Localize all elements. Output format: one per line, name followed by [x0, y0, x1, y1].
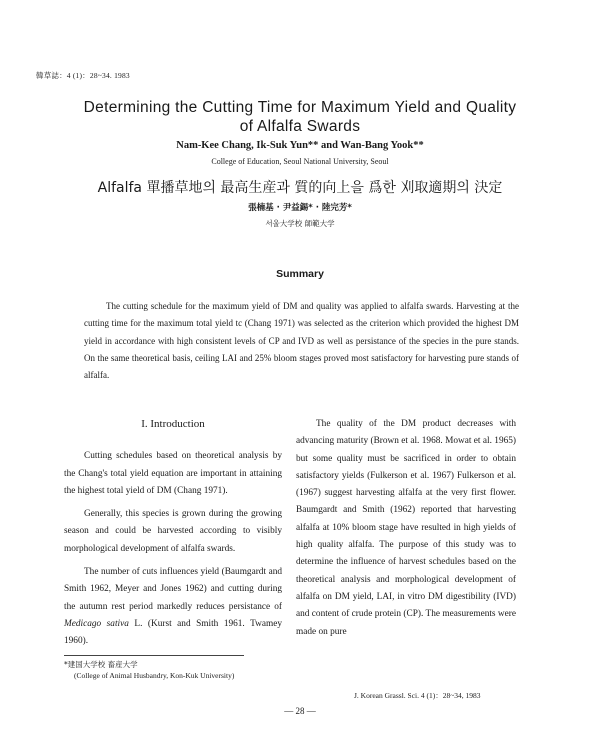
authors-korean: 張楠基 · 尹益錫* · 陸完芳*: [248, 203, 352, 213]
intro-paragraph-1: Cutting schedules based on theoretical analysis by the Chang's total yield equation are important in attaining the highest total yield of DM (Chang 1971).: [64, 451, 282, 496]
affiliation-korean: 서울大学校 師範大学: [265, 219, 335, 228]
summary-heading: Summary: [276, 268, 324, 280]
intro-paragraph-3-text-b: L. (Kurst and Smith 1961. Twamey 1960).: [64, 618, 282, 647]
page-number: — 28 —: [284, 706, 316, 716]
journal-header-reference: 韓草誌：4 (1)：28~34. 1983: [36, 71, 130, 80]
right-paragraph-1: The quality of the DM product decreases with advancing maturity (Brown et al. 1968. Mowat et al. 1965) but some quality must be sacrificed in order to obtain satisfactory yields (Fulkerson et al. 1967) Fulkerson et al. (1967) suggest harvesting alfalfa at the very first flower. Baumgardt and Smith (1962) reported that harvesting alfalfa at 10% bloom stage have resulted in high yields of high quality alfalfa. The purpose of this study was to determine the influence of harvest schedules based on the theoretical analysis and morphological development of alfalfa on DM yield, LAI, in vitro DM digestibility (IVD) and content of crude protein (CP). The measurements were made on pure: [296, 419, 516, 637]
summary-text: The cutting schedule for the maximum yield of DM and quality was applied to alfalfa swards. Harvesting at the cutting time for the maximum total yield tc (Chang 1971) was selected as the criterion which provided the highest DM yield in accordance with high consistent levels of CP and IVD as well as persistance of the species in the pure stands. On the same theoretical basis, ceiling LAI and 25% bloom stages proved most satisfactory for harvesting pure stands of alfalfa.: [84, 301, 519, 381]
species-name: Medicago sativa: [64, 618, 129, 629]
footnote-divider: [64, 655, 244, 656]
introduction-heading: I. Introduction: [141, 418, 205, 430]
intro-paragraph-3: [64, 564, 282, 650]
authors-english: Nam-Kee Chang, Ik-Suk Yun** and Wan-Bang Yook**: [176, 140, 424, 151]
footnote-affiliation-english: (College of Animal Husbandry, Kon-Kuk University): [74, 671, 235, 680]
footer-journal-reference: J. Korean Grassl. Sci. 4 (1)：28~34, 1983: [354, 691, 481, 700]
paper-title: [40, 98, 560, 136]
right-column: [296, 416, 516, 641]
intro-paragraph-2: Generally, this species is grown during the growing season and could be harvested according to visibly morphological development of alfalfa swards.: [64, 509, 282, 554]
footnote-affiliation-korean: *建国大学校 畜産大学: [64, 660, 138, 669]
paper-title-line-2: of Alfalfa Swards: [239, 118, 361, 135]
paper-title-line-1: Determining the Cutting Time for Maximum Yield and Quality: [83, 99, 517, 116]
intro-paragraph-3-text-a: The number of cuts influences yield (Baumgardt and Smith 1962, Meyer and Jones 1962) and cutting during the autumn rest period markedly reduces persistance of: [64, 567, 282, 612]
affiliation-english: College of Education, Seoul National University, Seoul: [211, 157, 389, 166]
left-column: [64, 416, 282, 651]
paper-title-korean: Alfalfa 單播草地의 最高生産과 質的向上을 爲한 刈取適期의 決定: [97, 180, 503, 196]
